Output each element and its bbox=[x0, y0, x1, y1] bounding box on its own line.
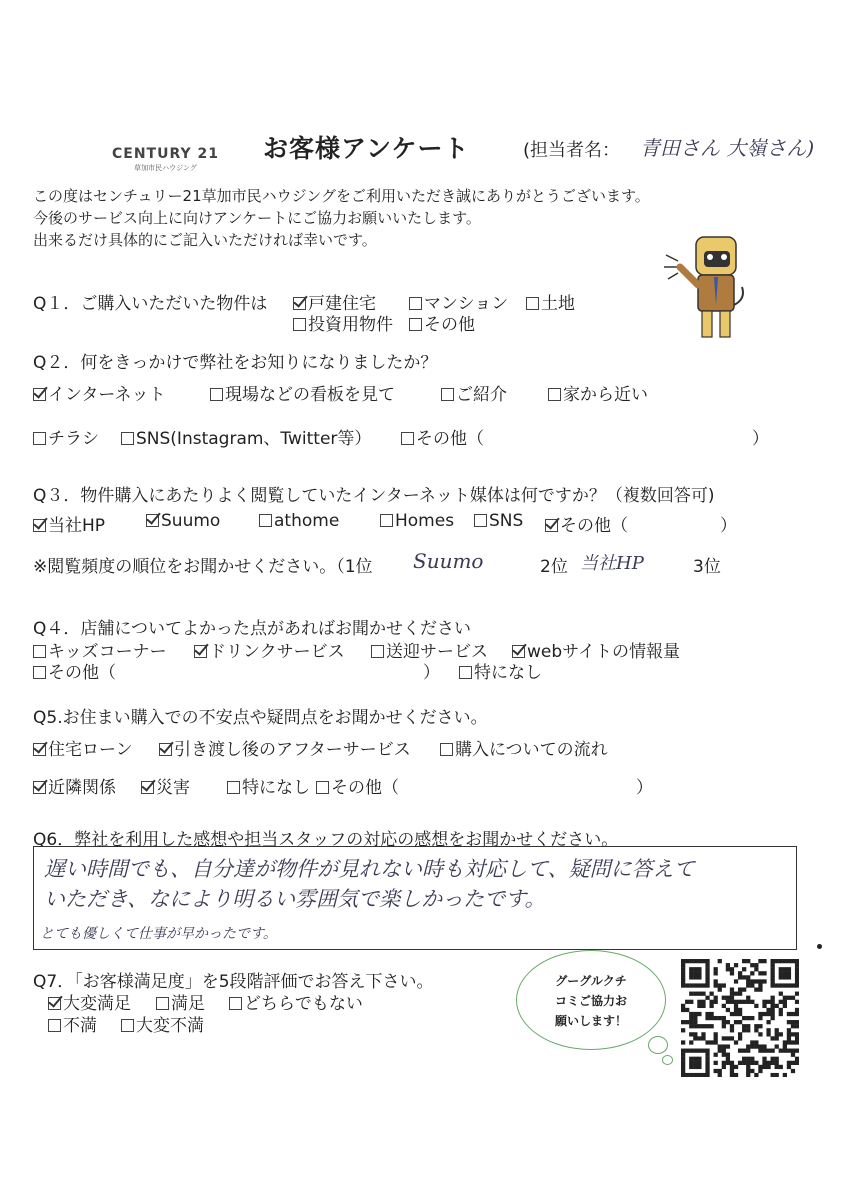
q7-option-neutral[interactable]: どちらでもない bbox=[229, 989, 363, 1014]
q3-rank2-answer: 当社HP bbox=[580, 553, 644, 574]
q5-label: Q5.お住まい購入での不安点や疑問点をお聞かせください。 bbox=[33, 708, 488, 728]
checkbox-icon[interactable] bbox=[440, 743, 453, 756]
checkbox-icon[interactable] bbox=[121, 1019, 134, 1032]
checkbox-icon[interactable] bbox=[33, 388, 46, 401]
q2-option-sns[interactable]: SNS(Instagram、Twitter等） bbox=[121, 424, 371, 449]
brand-name: CENTURY 21 bbox=[112, 146, 219, 162]
q5-option-neighbors[interactable]: 近隣関係 bbox=[33, 773, 116, 798]
ink-dot bbox=[817, 944, 822, 949]
q2-close-paren: ） bbox=[752, 429, 769, 449]
q4-option-pickup[interactable]: 送迎サービス bbox=[371, 637, 488, 662]
q5-option-aftercare[interactable]: 引き渡し後のアフターサービス bbox=[159, 735, 411, 760]
q6-answer-box[interactable] bbox=[33, 846, 797, 950]
q4-option-none[interactable]: 特になし bbox=[459, 658, 542, 683]
checkbox-icon[interactable] bbox=[401, 432, 414, 445]
q1-option-house[interactable]: 戸建住宅 bbox=[293, 289, 376, 314]
q3-option-athome[interactable]: athome bbox=[259, 511, 339, 531]
q1-label: Q１．ご購入いただいた物件は bbox=[33, 294, 268, 314]
q4-option-other[interactable]: その他（ bbox=[33, 658, 116, 683]
q2-option-signboard[interactable]: 現場などの看板を見て bbox=[210, 380, 395, 405]
checkbox-icon[interactable] bbox=[371, 645, 384, 658]
checkbox-icon[interactable] bbox=[316, 781, 329, 794]
checkbox-icon[interactable] bbox=[526, 297, 539, 310]
intro-line-3: 出来るだけ具体的にご記入いただければ幸いです。 bbox=[33, 231, 377, 249]
checkbox-icon[interactable] bbox=[409, 318, 422, 331]
q7-option-dissatisfied[interactable]: 不満 bbox=[48, 1011, 97, 1036]
checkbox-icon[interactable] bbox=[459, 666, 472, 679]
checkbox-icon[interactable] bbox=[545, 519, 558, 532]
q5-option-disaster[interactable]: 災害 bbox=[141, 773, 190, 798]
bubble-line-2: コミご協力お bbox=[554, 994, 627, 1008]
checkbox-icon[interactable] bbox=[33, 432, 46, 445]
checkbox-icon[interactable] bbox=[33, 743, 46, 756]
qr-code-icon[interactable] bbox=[681, 959, 799, 1077]
q4-label: Q４．店舗についてよかった点があればお聞かせください bbox=[33, 619, 472, 639]
q1-option-mansion[interactable]: マンション bbox=[409, 289, 508, 314]
q3-option-homes[interactable]: Homes bbox=[380, 511, 454, 531]
q5-option-process[interactable]: 購入についての流れ bbox=[440, 735, 608, 760]
q5-option-none[interactable]: 特になし bbox=[227, 773, 310, 798]
brand-subtitle: 草加市民ハウジング bbox=[134, 164, 197, 172]
q1-option-land[interactable]: 土地 bbox=[526, 289, 575, 314]
bubble-line-1: グーグルクチ bbox=[555, 974, 627, 988]
q6-answer-line-2: いただき、なにより明るい雰囲気で楽しかったです。 bbox=[44, 887, 546, 911]
checkbox-icon[interactable] bbox=[512, 645, 525, 658]
checkbox-icon[interactable] bbox=[48, 997, 61, 1010]
bubble-line-3: 願いします！ bbox=[554, 1014, 627, 1028]
brand-logo bbox=[112, 146, 219, 173]
staff-label: (担当者名： bbox=[523, 140, 621, 161]
checkbox-icon[interactable] bbox=[474, 514, 487, 527]
checkbox-icon[interactable] bbox=[33, 645, 46, 658]
checkbox-icon[interactable] bbox=[548, 388, 561, 401]
q3-close-paren: ） bbox=[720, 516, 737, 536]
page-title: お客様アンケート bbox=[263, 134, 470, 163]
checkbox-icon[interactable] bbox=[259, 514, 272, 527]
q7-label: Q7．「お客様満足度」を5段階評価でお答え下さい。 bbox=[33, 972, 434, 992]
checkbox-icon[interactable] bbox=[293, 318, 306, 331]
checkbox-icon[interactable] bbox=[229, 997, 242, 1010]
q2-option-nearby[interactable]: 家から近い bbox=[548, 380, 648, 405]
q7-option-very-satisfied[interactable]: 大変満足 bbox=[48, 989, 131, 1014]
q3-option-sns[interactable]: SNS bbox=[474, 511, 523, 531]
bubble-tail-large bbox=[648, 1036, 668, 1054]
q3-rank-label: ※閲覧頻度の順位をお聞かせください。（1位 bbox=[33, 557, 373, 577]
q3-option-other[interactable]: その他（ bbox=[545, 511, 628, 536]
q7-option-satisfied[interactable]: 満足 bbox=[156, 989, 205, 1014]
q3-rank2-label: 2位 bbox=[540, 557, 568, 577]
dog-mascot-icon bbox=[660, 235, 750, 345]
bubble-tail-small bbox=[662, 1055, 673, 1065]
checkbox-icon[interactable] bbox=[409, 297, 422, 310]
q3-rank3-label: 3位 bbox=[693, 557, 721, 577]
q6-answer-line-3: とても優しくて仕事が早かったです。 bbox=[40, 926, 277, 942]
intro-line-1: この度はセンチュリー21草加市民ハウジングをご利用いただき誠にありがとうございます。 bbox=[33, 187, 650, 205]
checkbox-icon[interactable] bbox=[441, 388, 454, 401]
checkbox-icon[interactable] bbox=[227, 781, 240, 794]
checkbox-icon[interactable] bbox=[33, 781, 46, 794]
q7-option-very-dissatisfied[interactable]: 大変不満 bbox=[121, 1011, 204, 1036]
q2-option-other[interactable]: その他（ bbox=[401, 424, 484, 449]
q2-label: Q２．何をきっかけで弊社をお知りになりましたか？ bbox=[33, 353, 438, 373]
q5-option-loan[interactable]: 住宅ローン bbox=[33, 735, 133, 760]
checkbox-icon[interactable] bbox=[293, 297, 306, 310]
q5-option-other[interactable]: その他（ bbox=[316, 773, 399, 798]
q6-answer-line-1: 遅い時間でも、自分達が物件が見れない時も対応して、疑問に答えて bbox=[44, 857, 695, 881]
q3-rank1-answer: Suumo bbox=[413, 549, 484, 573]
checkbox-icon[interactable] bbox=[159, 743, 172, 756]
q1-option-other[interactable]: その他 bbox=[409, 310, 475, 335]
checkbox-icon[interactable] bbox=[156, 997, 169, 1010]
q1-option-investment[interactable]: 投資用物件 bbox=[293, 310, 393, 335]
checkbox-icon[interactable] bbox=[48, 1019, 61, 1032]
intro-line-2: 今後のサービス向上に向けアンケートにご協力お願いいたします。 bbox=[33, 209, 481, 227]
q4-option-drink[interactable]: ドリンクサービス bbox=[194, 637, 345, 662]
q4-option-website[interactable]: webサイトの情報量 bbox=[512, 637, 680, 662]
q4-close-paren: ） bbox=[423, 663, 440, 683]
checkbox-icon[interactable] bbox=[121, 432, 134, 445]
q5-close-paren: ） bbox=[636, 778, 653, 798]
checkbox-icon[interactable] bbox=[146, 514, 159, 527]
checkbox-icon[interactable] bbox=[33, 519, 46, 532]
q4-option-kids-corner[interactable]: キッズコーナー bbox=[33, 637, 167, 662]
q3-option-suumo[interactable]: Suumo bbox=[146, 511, 220, 531]
q3-label: Q３．物件購入にあたりよく閲覧していたインターネット媒体は何ですか？（複数回答可) bbox=[33, 486, 715, 506]
q2-option-internet[interactable]: インターネット bbox=[33, 380, 165, 405]
q3-option-company-hp[interactable]: 当社HP bbox=[33, 511, 105, 536]
q2-option-flyer[interactable]: チラシ bbox=[33, 424, 99, 449]
checkbox-icon[interactable] bbox=[33, 666, 46, 679]
staff-name: 青田さん 大嶺さん) bbox=[640, 136, 815, 160]
checkbox-icon[interactable] bbox=[380, 514, 393, 527]
checkbox-icon[interactable] bbox=[194, 645, 207, 658]
checkbox-icon[interactable] bbox=[210, 388, 223, 401]
q2-option-referral[interactable]: ご紹介 bbox=[441, 380, 507, 405]
checkbox-icon[interactable] bbox=[141, 781, 154, 794]
q6-label: Q6．弊社を利用した感想や担当スタッフの対応の感想をお聞かせください。 bbox=[33, 830, 619, 850]
review-request-bubble bbox=[516, 950, 666, 1050]
